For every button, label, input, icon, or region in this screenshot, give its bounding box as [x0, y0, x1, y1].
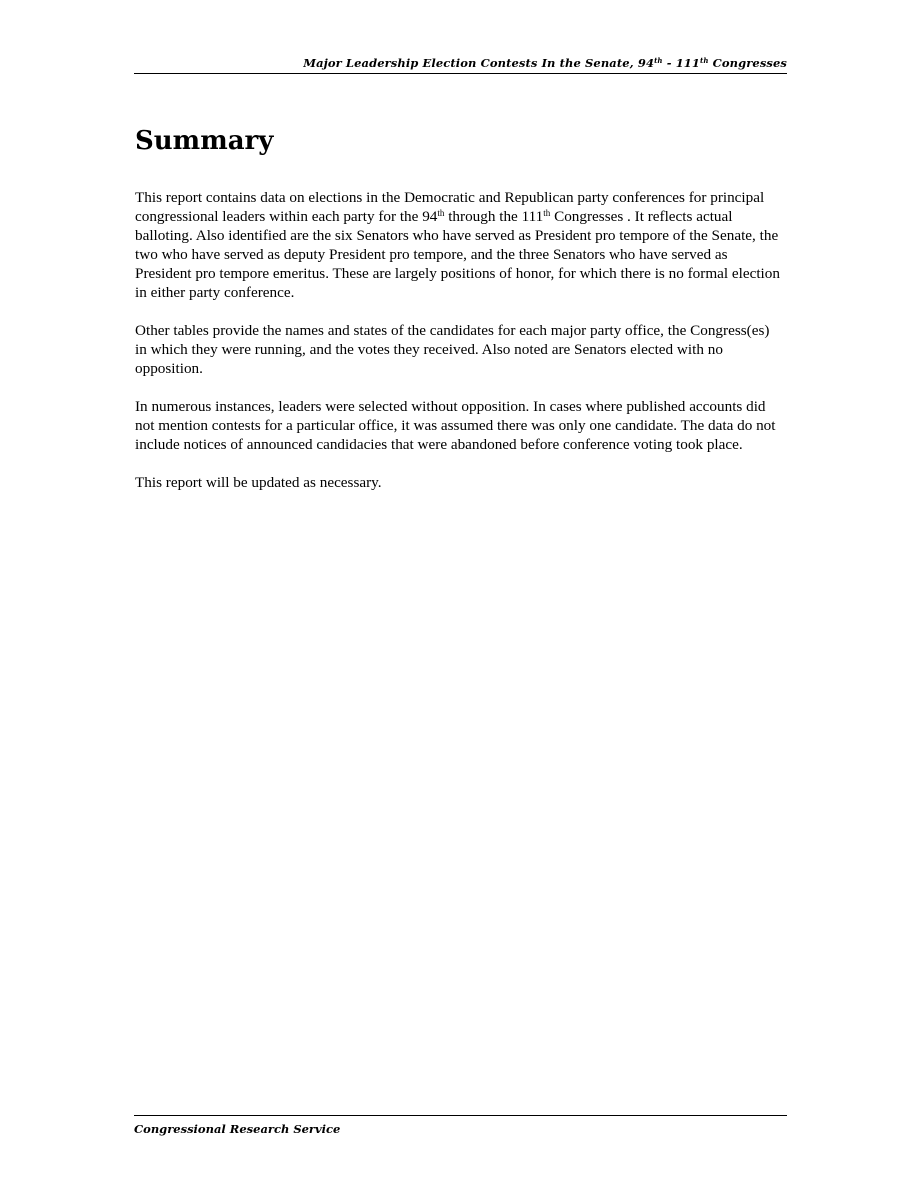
p1-text-c: Congresses . It reflects actual balloting. Also identified are the six Senators who have served as President pro tempore of the Senate, the two who have served as deputy President pro tempore, and the three Senators who have served as President pro tempore emeritus. These are largely positions of honor, for which there is no formal election in either party conference. [135, 208, 780, 301]
summary-paragraph-1 [135, 188, 785, 302]
footer-text: Congressional Research Service [134, 1122, 341, 1136]
p1-text-a: This report contains data on elections in the Democratic and Republican party conferences for principal congressional leaders within each party for the 94 [135, 189, 765, 225]
running-header [134, 55, 787, 74]
summary-section [135, 122, 785, 511]
p1-text-b: through the 111 [444, 208, 544, 225]
summary-paragraph-4: This report will be updated as necessary. [135, 474, 382, 491]
summary-heading: Summary [135, 126, 274, 156]
summary-paragraph-3: In numerous instances, leaders were selected without opposition. In cases where published accounts did not mention contests for a particular office, it was assumed there was only one candidate. The data do not include notices of announced candidacies that were abandoned before conference voting took place. [135, 398, 776, 453]
header-title-part2: - 111 [662, 56, 701, 70]
header-title-sup1: th [654, 56, 663, 65]
summary-paragraph-2: Other tables provide the names and states of the candidates for each major party office, the Congress(es) in which they were running, and the votes they received. Also noted are Senators elected with no opposition. [135, 322, 770, 377]
p1-sup-1: th [437, 208, 445, 218]
p1-sup-2: th [543, 208, 551, 218]
running-footer [134, 1115, 787, 1137]
header-title-part3: Congresses [708, 56, 787, 70]
header-title-sup2: th [700, 56, 709, 65]
header-title-part1: Major Leadership Election Contests In the Senate, 94 [303, 56, 655, 70]
